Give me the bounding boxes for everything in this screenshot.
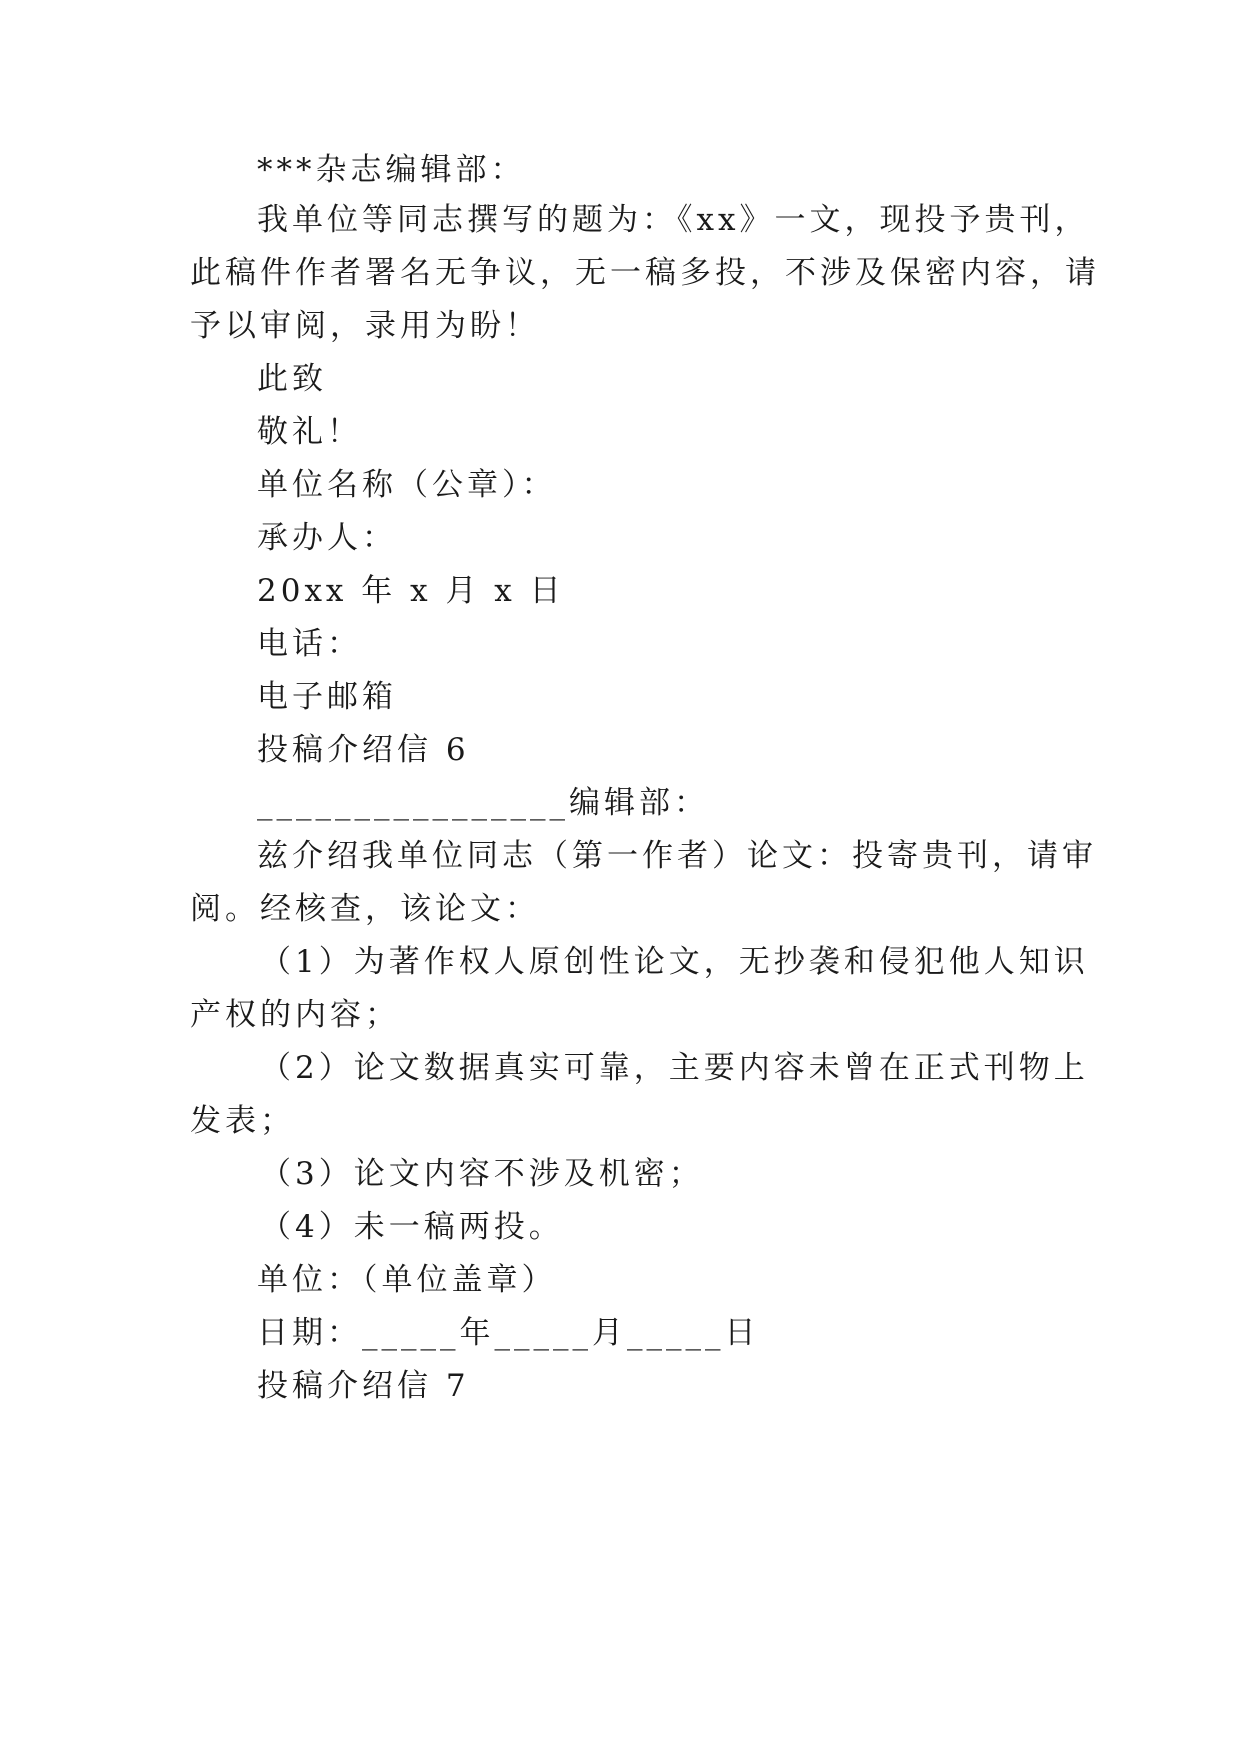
letter2-date: 日期：_____年_____月_____日 — [257, 1315, 760, 1351]
letter1-body-line3: 予以审阅，录用为盼！ — [190, 308, 540, 344]
letter1-closing1: 此致 — [257, 361, 327, 397]
letter1-body-line1: 我单位等同志撰写的题为：《xx》一文，现投予贵刊， — [257, 202, 1090, 238]
letter1-date: 20xx 年 x 月 x 日 — [257, 573, 565, 609]
letter1-unit-name: 单位名称（公章）： — [257, 467, 557, 503]
letter1-salutation: ***杂志编辑部： — [257, 152, 526, 188]
letter2-body-line2: 阅。经核查，该论文： — [190, 891, 540, 927]
letter1-body-line2: 此稿件作者署名无争议，无一稿多投，不涉及保密内容，请 — [190, 255, 1100, 291]
letter2-item4: （4）未一稿两投。 — [260, 1209, 564, 1245]
letter2-item1-line1: （1）为著作权人原创性论文，无抄袭和侵犯他人知识 — [260, 944, 1089, 980]
letter1-handler: 承办人： — [257, 520, 397, 556]
letter2-salutation: ________________编辑部： — [257, 785, 709, 821]
letter2-body-line1: 兹介绍我单位同志（第一作者）论文：投寄贵刊，请审 — [257, 838, 1097, 874]
section-heading-7: 投稿介绍信 7 — [257, 1368, 470, 1404]
letter1-closing2: 敬礼！ — [257, 414, 362, 450]
letter1-phone: 电话： — [257, 626, 362, 662]
letter2-item2-line1: （2）论文数据真实可靠，主要内容未曾在正式刊物上 — [260, 1050, 1089, 1086]
section-heading-6: 投稿介绍信 6 — [257, 732, 470, 768]
letter2-item3: （3）论文内容不涉及机密； — [260, 1156, 704, 1192]
letter2-unit: 单位：（单位盖章） — [257, 1262, 557, 1298]
letter1-email: 电子邮箱 — [257, 679, 397, 715]
letter2-item2-line2: 发表； — [190, 1103, 295, 1139]
letter2-item1-line2: 产权的内容； — [190, 997, 400, 1033]
